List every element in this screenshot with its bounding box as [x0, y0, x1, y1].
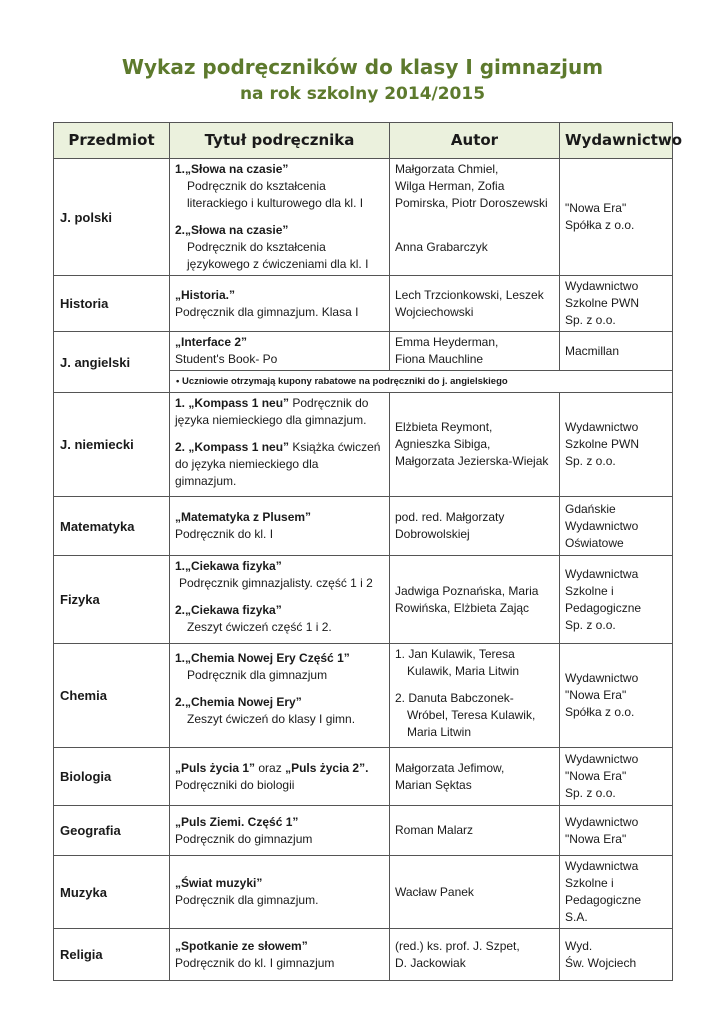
header-subject: Przedmiot — [54, 123, 170, 159]
table-row — [54, 332, 673, 371]
subject-cell: Historia — [54, 276, 170, 332]
table-row — [54, 644, 673, 748]
title-cell — [170, 748, 390, 806]
author-line: Roman Malarz — [395, 823, 474, 837]
publisher-cell — [560, 929, 673, 981]
book-title: „Spotkanie ze słowem” — [175, 938, 308, 953]
publisher-line: Szkolne PWN — [565, 296, 640, 310]
book-desc: językowego z ćwiczeniami dla kl. I — [187, 257, 369, 271]
author-cell — [390, 644, 560, 748]
author-line: Wróbel, Teresa Kulawik, — [407, 708, 536, 722]
publisher-line: "Nowa Era" — [565, 688, 627, 702]
page-subtitle: na rok szkolny 2014/2015 — [239, 84, 486, 104]
author-line: Agnieszka Sibiga, — [395, 437, 491, 451]
author-cell — [390, 856, 560, 929]
author-line: Jadwiga Poznańska, Maria — [395, 583, 539, 598]
table-row — [54, 276, 673, 332]
author-line: Anna Grabarczyk — [395, 240, 488, 254]
book-title: 1.„Chemia Nowej Ery Część 1” — [175, 651, 350, 665]
book-title: „Historia.” — [175, 287, 236, 302]
table-row — [54, 556, 673, 644]
book-title: 2.„Chemia Nowej Ery” — [175, 695, 302, 709]
publisher-line: Pedagogiczne S.A. — [565, 893, 642, 924]
author-cell — [390, 556, 560, 644]
book-title: „Świat muzyki” — [175, 876, 263, 890]
author-line: 1. Jan Kulawik, Teresa — [395, 647, 515, 661]
publisher-line: Sp. z o.o. — [565, 617, 616, 632]
publisher-line: Św. Wojciech — [565, 955, 637, 970]
note-cell: • Uczniowie otrzymają kupony rabatowe na podręczniki do j. angielskiego — [170, 371, 673, 393]
subject-cell: Religia — [54, 929, 170, 981]
author-cell — [390, 159, 560, 276]
author-line: Wilga Herman, Zofia — [395, 179, 505, 193]
subject-cell: Chemia — [54, 644, 170, 748]
book-desc: Podręcznik do kształcenia — [187, 179, 326, 193]
book-title: „Matematyka z Plusem” — [175, 510, 312, 524]
author-line: Lech Trzcionkowski, Leszek — [395, 287, 544, 302]
title-cell — [170, 644, 390, 748]
book-title: „Interface 2” — [175, 335, 248, 349]
book-desc: języka niemieckiego dla gimnazjum. — [175, 413, 367, 427]
publisher-line: Spółka z o.o. — [565, 218, 635, 232]
publisher-line: Szkolne i — [565, 583, 614, 598]
author-line: Małgorzata Jezierska-Wiejak — [395, 454, 549, 468]
book-desc: Podręcznik gimnazjalisty. część 1 i 2 — [179, 576, 373, 590]
book-desc: do języka niemieckiego dla — [175, 457, 319, 471]
author-cell — [390, 748, 560, 806]
subject-cell: J. niemiecki — [54, 393, 170, 497]
title-cell — [170, 497, 390, 556]
author-line: Wacław Panek — [395, 884, 474, 899]
title-cell — [170, 929, 390, 981]
table-row — [54, 856, 673, 929]
publisher-line: Wyd. — [565, 938, 593, 953]
book-title: 1.„Słowa na czasie” — [175, 162, 289, 176]
author-cell — [390, 806, 560, 856]
book-desc: Podręcznik dla gimnazjum. Klasa I — [175, 304, 359, 319]
publisher-line: Wydawnictwo — [565, 752, 639, 766]
publisher-line: Spółka z o.o. — [565, 705, 635, 719]
table-row — [54, 929, 673, 981]
title-cell — [170, 159, 390, 276]
subject-cell: J. polski — [54, 159, 170, 276]
author-line: Dobrowolskiej — [395, 527, 470, 541]
publisher-cell — [560, 556, 673, 644]
publisher-cell — [560, 856, 673, 929]
title-cell — [170, 332, 390, 371]
book-desc: Zeszyt ćwiczeń do klasy I gimn. — [187, 712, 356, 726]
publisher-line: Macmillan — [565, 343, 620, 358]
book-desc: gimnazjum. — [175, 474, 237, 488]
subject-cell: Muzyka — [54, 856, 170, 929]
table-row — [54, 159, 673, 276]
publisher-line: "Nowa Era" — [565, 769, 627, 783]
publisher-line: Wydawnictwo — [565, 279, 639, 293]
subject-cell: Matematyka — [54, 497, 170, 556]
author-cell — [390, 497, 560, 556]
book-desc: Podręcznik dla gimnazjum. — [175, 893, 319, 907]
publisher-cell — [560, 159, 673, 276]
author-line: (red.) ks. prof. J. Szpet, — [395, 938, 520, 953]
book-desc: Podręczniki do biologii — [175, 777, 295, 792]
author-line: Maria Litwin — [407, 725, 472, 739]
textbook-table — [53, 122, 683, 981]
publisher-line: Pedagogiczne — [565, 600, 642, 615]
table-row — [54, 748, 673, 806]
title-cell — [170, 856, 390, 929]
book-title: 1. „Kompass 1 neu” — [175, 396, 290, 410]
book-desc: Podręcznik do kl. I — [175, 527, 274, 541]
book-title: „Puls życia 1” — [175, 760, 256, 775]
author-cell — [390, 929, 560, 981]
table-row — [54, 806, 673, 856]
author-line: Małgorzata Chmiel, — [395, 162, 499, 176]
publisher-cell — [560, 497, 673, 556]
publisher-line: Wydawnictwo — [565, 420, 639, 434]
author-line: Elżbieta Reymont, — [395, 420, 493, 434]
author-line: Kulawik, Maria Litwin — [407, 664, 520, 678]
header-title: Tytuł podręcznika — [170, 123, 390, 159]
subject-cell: J. angielski — [54, 332, 170, 393]
book-desc: Książka ćwiczeń — [289, 440, 381, 454]
publisher-cell — [560, 644, 673, 748]
publisher-line: "Nowa Era" — [565, 201, 627, 215]
book-desc: Podręcznik do gimnazjum — [175, 831, 313, 846]
publisher-line: Sp. z o.o. — [565, 313, 616, 327]
book-title: 1.„Ciekawa fizyka” — [175, 559, 282, 573]
book-desc: Student's Book- Po — [175, 352, 278, 366]
table-header-row — [54, 123, 673, 159]
book-title: 2.„Ciekawa fizyka” — [175, 603, 282, 617]
publisher-line: Wydawnictwa — [565, 566, 639, 581]
header-publisher: Wydawnictwo — [560, 123, 673, 159]
book-title: 2.„Słowa na czasie” — [175, 223, 289, 237]
publisher-line: Sp. z o.o. — [565, 786, 616, 800]
publisher-cell — [560, 748, 673, 806]
author-line: pod. red. Małgorzaty — [395, 510, 505, 524]
publisher-line: Gdańskie — [565, 501, 616, 516]
publisher-line: Sp. z o.o. — [565, 454, 616, 468]
book-desc: Zeszyt ćwiczeń część 1 i 2. — [187, 620, 332, 634]
author-line: Pomirska, Piotr Doroszewski — [395, 196, 548, 210]
book-desc: literackiego i kulturowego dla kl. I — [187, 196, 364, 210]
book-desc: Podręcznik do kształcenia — [187, 240, 326, 254]
author-line: Fiona Mauchline — [395, 352, 484, 366]
author-cell — [390, 332, 560, 371]
book-desc: Podręcznik dla gimnazjum — [187, 668, 328, 682]
publisher-line: Wydawnictwo — [565, 671, 639, 685]
publisher-cell — [560, 276, 673, 332]
book-title: 2. „Kompass 1 neu” — [175, 440, 290, 454]
subject-cell: Fizyka — [54, 556, 170, 644]
author-line: Wojciechowski — [395, 304, 474, 319]
author-line: 2. Danuta Babczonek- — [395, 691, 514, 705]
author-line: Małgorzata Jefimow, — [395, 760, 505, 775]
publisher-line: Szkolne i — [565, 876, 614, 890]
publisher-line: Wydawnictwo — [565, 518, 639, 533]
subject-cell: Biologia — [54, 748, 170, 806]
page-title: Wykaz podręczników do klasy I gimnazjum — [121, 55, 604, 79]
table-row — [54, 393, 673, 497]
book-desc: oraz — [255, 760, 286, 775]
author-line: Emma Heyderman, — [395, 335, 499, 349]
title-cell — [170, 276, 390, 332]
header-author: Autor — [390, 123, 560, 159]
title-cell — [170, 806, 390, 856]
author-cell — [390, 276, 560, 332]
author-cell — [390, 393, 560, 497]
publisher-line: Wydawnictwo — [565, 814, 639, 829]
publisher-line: "Nowa Era" — [565, 831, 627, 846]
book-title: „Puls Ziemi. Część 1” — [175, 814, 299, 829]
author-line: Rowińska, Elżbieta Zając — [395, 600, 530, 615]
author-line: Marian Sęktas — [395, 777, 472, 792]
publisher-line: Oświatowe — [565, 535, 624, 550]
publisher-line: Szkolne PWN — [565, 437, 640, 451]
publisher-cell — [560, 393, 673, 497]
publisher-cell — [560, 806, 673, 856]
book-desc: Podręcznik do — [289, 396, 369, 410]
table-row — [54, 497, 673, 556]
author-line: D. Jackowiak — [395, 955, 466, 970]
book-title: „Puls życia 2”. — [285, 760, 369, 775]
title-cell — [170, 393, 390, 497]
subject-cell: Geografia — [54, 806, 170, 856]
title-cell — [170, 556, 390, 644]
publisher-cell — [560, 332, 673, 371]
book-desc: Podręcznik do kl. I gimnazjum — [175, 955, 335, 970]
publisher-line: Wydawnictwa — [565, 859, 639, 873]
